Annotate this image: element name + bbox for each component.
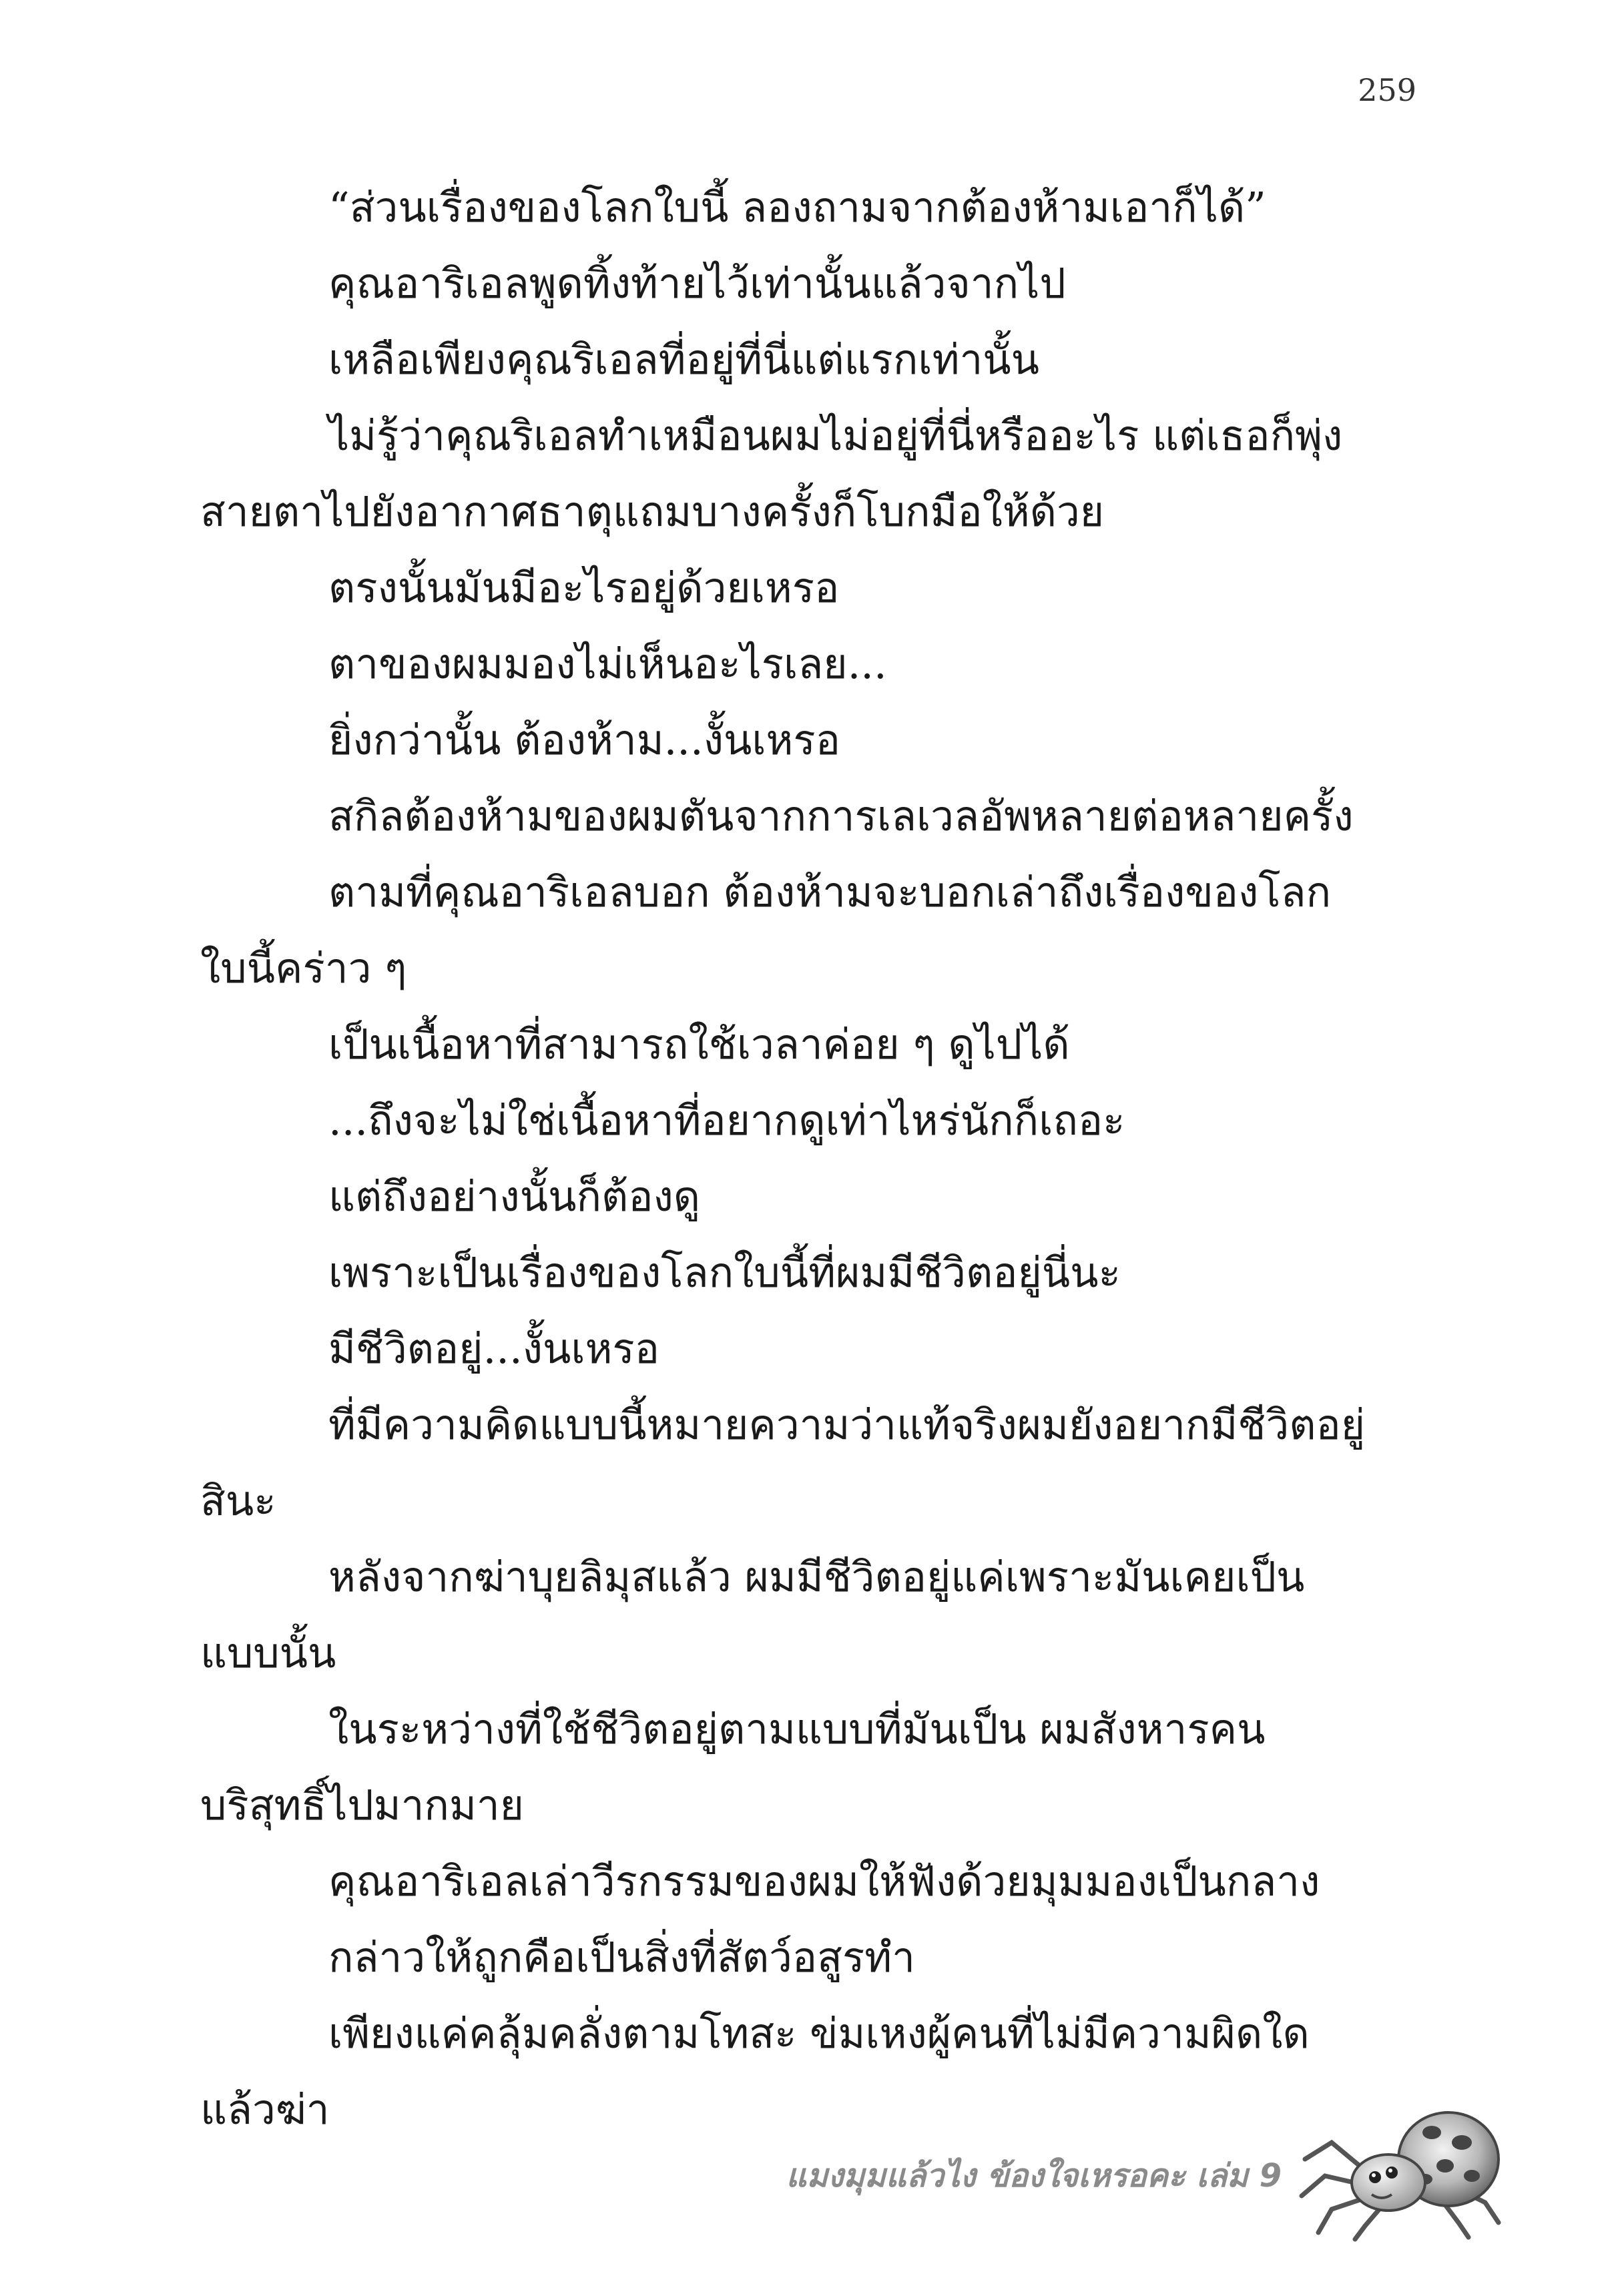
page-number: 259: [1358, 72, 1416, 108]
spider-mascot-icon: [1292, 2096, 1505, 2243]
text-line: คุณอาริเอลเล่าวีรกรรมของผมให้ฟังด้วยมุมมองเป็นกลาง: [328, 1857, 1320, 1906]
text-line: แต่ถึงอย่างนั้นก็ต้องดู: [328, 1172, 701, 1221]
text-line: มีชีวิตอยู่...งั้นเหรอ: [328, 1324, 659, 1373]
text-line: ตามที่คุณอาริเอลบอก ต้องห้ามจะบอกเล่าถึงเรื่องของโลก: [328, 868, 1332, 916]
text-line: เพราะเป็นเรื่องของโลกใบนี้ที่ผมมีชีวิตอยู่นี่นะ: [328, 1248, 1121, 1297]
text-line: แบบนั้น: [200, 1629, 336, 1677]
text-line: เพียงแค่คลุ้มคลั่งตามโทสะ ข่มเหงผู้คนที่ไม่มีความผิดใด: [328, 2009, 1310, 2058]
text-line: คุณอาริเอลพูดทิ้งท้ายไว้เท่านั้นแล้วจากไป: [328, 259, 1066, 308]
text-line: ...ถึงจะไม่ใช่เนื้อหาที่อยากดูเท่าไหร่นักก็เถอะ: [328, 1096, 1125, 1145]
text-line: เหลือเพียงคุณริเอลที่อยู่ที่นี่แต่แรกเท่านั้น: [328, 335, 1040, 384]
text-line: ยิ่งกว่านั้น ต้องห้าม...งั้นเหรอ: [328, 715, 840, 764]
text-line: ไม่รู้ว่าคุณริเอลทำเหมือนผมไม่อยู่ที่นี่หรืออะไร แต่เธอก็พุ่ง: [328, 411, 1343, 460]
text-line: ที่มีความคิดแบบนี้หมายความว่าแท้จริงผมยังอยากมีชีวิตอยู่: [328, 1400, 1366, 1449]
text-line: บริสุทธิ์ไปมากมาย: [200, 1781, 524, 1829]
text-line: เป็นเนื้อหาที่สามารถใช้เวลาค่อย ๆ ดูไปได้: [328, 1020, 1070, 1069]
text-line: “ส่วนเรื่องของโลกใบนี้ ลองถามจากต้องห้ามเอาก็ได้”: [328, 183, 1266, 232]
text-line: สายตาไปยังอากาศธาตุแถมบางครั้งก็โบกมือให้ด้วย: [200, 487, 1105, 536]
text-line: ในระหว่างที่ใช้ชีวิตอยู่ตามแบบที่มันเป็น ผมสังหารคน: [328, 1705, 1266, 1753]
book-title-footer: แมงมุมแล้วไง ข้องใจเหรอคะ เล่ม 9: [786, 2157, 1282, 2195]
text-line: แล้วฆ่า: [200, 2085, 330, 2134]
text-line: ตรงนั้นมันมีอะไรอยู่ด้วยเหรอ: [328, 563, 840, 612]
text-line: หลังจากฆ่าบุยลิมุสแล้ว ผมมีชีวิตอยู่แค่เพราะมันเคยเป็น: [328, 1552, 1305, 1601]
text-line: ใบนี้คร่าว ๆ: [200, 944, 407, 992]
text-line: กล่าวให้ถูกคือเป็นสิ่งที่สัตว์อสูรทำ: [328, 1933, 915, 1982]
text-line: ตาของผมมองไม่เห็นอะไรเลย...: [328, 639, 887, 688]
text-line: สินะ: [200, 1476, 276, 1525]
text-line: สกิลต้องห้ามของผมตันจากการเลเวลอัพหลายต่อหลายครั้ง: [328, 792, 1354, 840]
